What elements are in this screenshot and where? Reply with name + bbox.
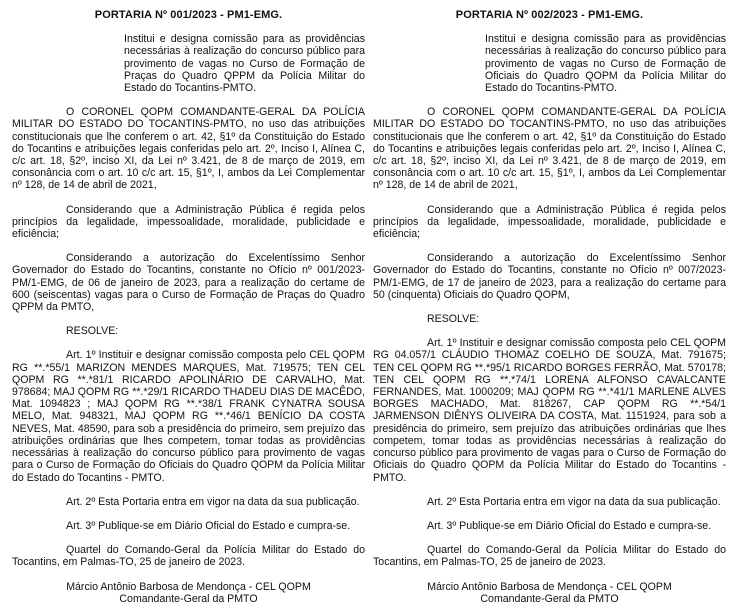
- portaria-001-column: [12, 0, 365, 605]
- considering-paragraph-1: Considerando que a Administração Pública é regida pelos princípios da legalidade, impessoalidade, moralidade, publicidade e eficiência;: [12, 203, 365, 241]
- article-2: Art. 2º Esta Portaria entra em vigor na data da sua publicação.: [66, 495, 360, 508]
- resolve-heading: RESOLVE:: [427, 313, 480, 326]
- ementa: Institui e designa comissão para as providências necessárias à realização do concurso público para provimento de vagas no Curso de Formação de Praças do Quadro QPPM da Polícia Militar do Estado do Tocantins-PMTO.: [124, 33, 365, 95]
- portaria-title: PORTARIA Nº 001/2023 - PM1-EMG.: [94, 9, 283, 21]
- preamble-paragraph: O CORONEL QOPM COMANDANTE-GERAL DA POLÍCIA MILITAR DO ESTADO DO TOCANTINS-PMTO, no uso das atribuições constitucionais que lhe conferem o art. 42, §1º da Constituição do Estado do Tocantins e atribuições legais conferidas pelo art. 2º, Inciso I, Alínea C, c/c art. 18, §2º, inciso XI, da Lei nº 3.421, de 8 de março de 2019, em consonância com o art. 10 c/c art. 15, §1º, I, ambos da Lei Complementar nº 128, de 14 de abril de 2021,: [373, 106, 726, 192]
- signature-role: Comandante-Geral da PMTO: [119, 592, 258, 605]
- place-date-paragraph: Quartel do Comando-Geral da Polícia Militar do Estado do Tocantins, em Palmas-TO, 25 de janeiro de 2023.: [12, 544, 365, 569]
- article-1: Art. 1º Instituir e designar comissão composta pelo CEL QOPM RG 04.057/1 CLÁUDIO THOMAZ COELHO DE SOUZA, Mat. 791675; TEN CEL QOPM RG **.*95/1 RICARDO BORGES FERRÃO, Mat. 570178; TEN CEL QOPM RG **.*74/1 LORENA ALFONSO CAVALCANTE FERNANDES, Mat. 1000209; MAJ QOPM RG **.*41/1 MARLENE ALVES BORGES MACHADO, Mat. 818267, CAP QOPM RG **.*54/1 JARMENSON DIÊNYS OLIVEIRA DA COSTA, Mat. 1151924, para sob a presidência do primeiro, sem prejuízo das atribuições ordinárias que lhes competem, tomar todas as providências necessárias à realização do concurso público para provimento de vagas para o Curso de Formação do Oficiais do Quadro QOPM da Polícia Militar do Estado do Tocantins - PMTO.: [373, 337, 726, 484]
- article-2: Art. 2º Esta Portaria entra em vigor na data da sua publicação.: [427, 495, 721, 508]
- signature-name: Márcio Antônio Barbosa de Mendonça - CEL QOPM: [427, 580, 672, 593]
- ementa: Institui e designa comissão para as providências necessárias à realização do concurso público para provimento de vagas no Curso de Formação de Oficiais do Quadro QOPM da Polícia Militar do Estado do Tocantins-PMTO.: [485, 33, 726, 95]
- portaria-title: PORTARIA Nº 002/2023 - PM1-EMG.: [455, 9, 644, 21]
- place-date-paragraph: Quartel do Comando-Geral da Polícia Militar do Estado do Tocantins, em Palmas-TO, 25 de janeiro de 2023.: [373, 544, 726, 569]
- article-1: Art. 1º Instituir e designar comissão composta pelo CEL QOPM RG **.*55/1 MARIZON MENDES MARQUES, Mat. 719575; TEN CEL QOPM RG **.*81/1 RICARDO APOLINÁRIO DE CARVALHO, Mat. 978684; MAJ QOPM RG **.*29/1 RICARDO THADEU DIAS DE MACÊDO, Mat. 1094823 ; MAJ QOPM RG **.*38/1 FRANK CYNATRA SOUSA MELO, Mat. 948321, MAJ QOPM RG **.*46/1 BENÍCIO DA COSTA NEVES, Mat. 48590, para sob a presidência do primeiro, sem prejuízo das atribuições ordinárias que lhes competem, tomar todas as providências necessárias à realização do concurso público para provimento de vagas para o Curso de Formação do Oficiais do Quadro QOPM da Polícia Militar do Estado do Tocantins - PMTO.: [12, 349, 365, 484]
- article-3: Art. 3º Publique-se em Diário Oficial do Estado e cumpra-se.: [66, 519, 351, 532]
- signature-role: Comandante-Geral da PMTO: [480, 592, 619, 605]
- considering-paragraph-2: Considerando a autorização do Excelentíssimo Senhor Governador do Estado do Tocantins, constante no Ofício nº 007/2023-PM/1-EMG, de 17 de janeiro de 2023, para a realização do certame para 50 (cinquenta) Oficiais do Quadro QOPM,: [373, 252, 726, 301]
- considering-paragraph-1: Considerando que a Administração Pública é regida pelos princípios da legalidade, impessoalidade, moralidade, publicidade e eficiência;: [373, 203, 726, 241]
- considering-paragraph-2: Considerando a autorização do Excelentíssimo Senhor Governador do Estado do Tocantins, constante no Ofício nº 001/2023-PM/1-EMG, de 06 de janeiro de 2023, para a realização do certame de 600 (seiscentas) vagas para o Curso de Formação de Praças do Quadro QPPM da PMTO,: [12, 252, 365, 314]
- article-3: Art. 3º Publique-se em Diário Oficial do Estado e cumpra-se.: [427, 519, 712, 532]
- preamble-paragraph: O CORONEL QOPM COMANDANTE-GERAL DA POLÍCIA MILITAR DO ESTADO DO TOCANTINS-PMTO, no uso das atribuições constitucionais que lhe conferem o art. 42, §1º da Constituição do Estado do Tocantins e atribuições legais conferidas pelo art. 2º, Inciso I, Alínea C, c/c art. 18, §2º, inciso XI, da Lei nº 3.421, de 8 de março de 2019, em consonância com o art. 10 c/c art. 15, §1º, I, ambos da Lei Complementar nº 128, de 14 de abril de 2021,: [12, 106, 365, 192]
- signature-name: Márcio Antônio Barbosa de Mendonça - CEL QOPM: [66, 580, 311, 593]
- portaria-002-column: [373, 0, 726, 605]
- resolve-heading: RESOLVE:: [66, 325, 119, 338]
